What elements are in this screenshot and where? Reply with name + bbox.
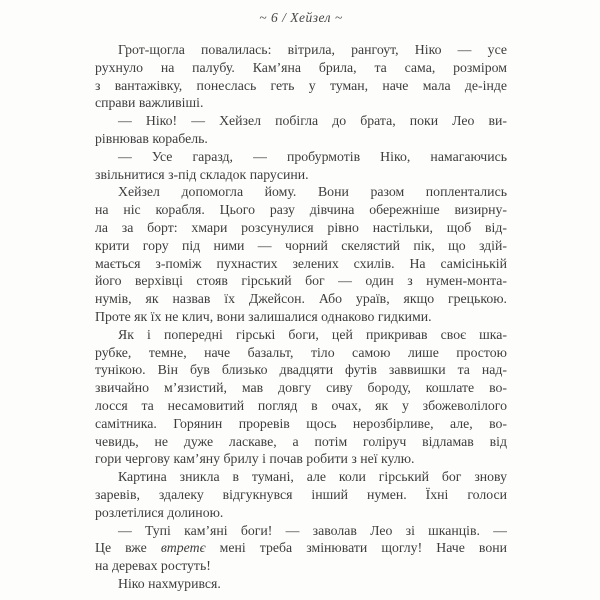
text-line (95, 344, 507, 362)
text-line (95, 450, 507, 468)
text-line (95, 326, 507, 344)
text-segment: Ніко нахмурився. (118, 575, 221, 591)
paragraph (95, 468, 507, 521)
text-segment: чевидь, не дуже ласкаве, а потім голіруч відламав від (95, 433, 507, 449)
text-segment: звільнитися з-під складок парусини. (95, 166, 309, 182)
paragraph (95, 575, 507, 593)
text-segment: Хейзел допомогла йому. Вони разом поплентались (118, 184, 507, 200)
text-line (95, 41, 507, 59)
text-block (95, 41, 507, 593)
text-line (95, 201, 507, 219)
text-line (95, 183, 507, 201)
text-segment: — Усе гаразд, — пробурмотів Ніко, намагаючись (118, 148, 507, 164)
text-segment: крити гору під ними — чорний скелястий пік, що здій- (95, 237, 507, 253)
text-line (95, 486, 507, 504)
paragraph (95, 183, 507, 325)
text-segment: тунікою. Він був близько двадцяти футів заввишки та над- (95, 362, 507, 378)
text-segment: мається з-поміж пухнастих зелених схилів. На самісінькій (95, 255, 507, 271)
text-line (95, 397, 507, 415)
text-line (95, 77, 507, 95)
text-segment: його верхівці стояв гірський бог — один з нумен-монта- (95, 273, 507, 289)
text-segment: — Тупі кам’яні боги! — заволав Лео зі шканців. — (118, 522, 507, 538)
text-segment: рівнював корабель. (95, 130, 208, 146)
text-line (95, 112, 507, 130)
text-segment: ла за борт: хмари розсунулися рівно настільки, щоб від- (95, 219, 507, 235)
text-segment: Грот-щогла повалилась: вітрила, рангоут, Ніко — усе (118, 42, 507, 57)
text-line (95, 255, 507, 273)
text-line (95, 379, 507, 397)
text-segment: на деревах ростуть! (95, 558, 211, 574)
text-line (95, 522, 507, 540)
text-segment: мені треба змінювати щоглу! Наче вони (205, 540, 507, 556)
text-line (95, 237, 507, 255)
text-line (95, 219, 507, 237)
paragraph (95, 522, 507, 575)
text-segment: рубке, темне, наче базальт, тіло самою лише простою (95, 344, 507, 360)
text-line (95, 557, 507, 575)
text-line (95, 290, 507, 308)
text-segment: звичайно м’язистий, мав довгу сиву бороду, кошлате во- (95, 380, 507, 396)
text-line (95, 308, 507, 326)
paragraph (95, 148, 507, 184)
text-line (95, 575, 507, 593)
text-line (95, 94, 507, 112)
text-segment: з вантажівку, понеслась геть у туман, наче мала де-інде (95, 77, 507, 93)
text-segment: гори чергову кам’яну брилу і почав робити з неї кулю. (95, 451, 415, 467)
text-line (95, 361, 507, 379)
text-segment: Це вже (95, 540, 161, 556)
text-segment: Картина зникла в тумані, але коли гірський бог знову (118, 469, 507, 485)
text-line (95, 59, 507, 77)
paragraph (95, 326, 507, 468)
emphasized-text: втретє (160, 540, 206, 556)
text-segment: нумів, як назвав їх Джейсон. Або ураїв, якщо грецькою. (95, 291, 507, 307)
text-segment: рухнуло на палубу. Кам’яна брила, та сама, розміром (95, 59, 507, 75)
text-segment: розлетілися долиною. (95, 504, 224, 520)
text-line (95, 468, 507, 486)
text-segment: Проте як їх не клич, вони залишалися однаково гидкими. (95, 308, 432, 324)
text-line (95, 148, 507, 166)
text-line (95, 504, 507, 522)
text-segment: лосся та несамовитий погляд в очах, як у збожеволілого (95, 397, 507, 413)
text-segment: самітника. Горянин проревів щось нерозбірливе, але, во- (95, 415, 507, 431)
text-segment: Як і попередні гірські боги, цей прикривав своє шка- (118, 326, 507, 342)
text-segment: справи важливіші. (95, 95, 204, 111)
text-segment: заревів, здалеку відгукнувся інший нумен. Їхні голоси (95, 486, 507, 502)
text-line (95, 130, 507, 148)
text-line (95, 415, 507, 433)
text-line (95, 433, 507, 451)
paragraph (95, 41, 507, 112)
text-segment: на ніс корабля. Цього разу дівчина обережніше визирну- (95, 202, 507, 218)
text-segment: — Ніко! — Хейзел побігла до брата, поки Лео ви- (118, 113, 507, 129)
text-line (95, 539, 507, 557)
text-line (95, 272, 507, 290)
text-line (95, 166, 507, 184)
paragraph (95, 112, 507, 148)
running-head: ~ 6 / Хейзел ~ (259, 10, 343, 25)
